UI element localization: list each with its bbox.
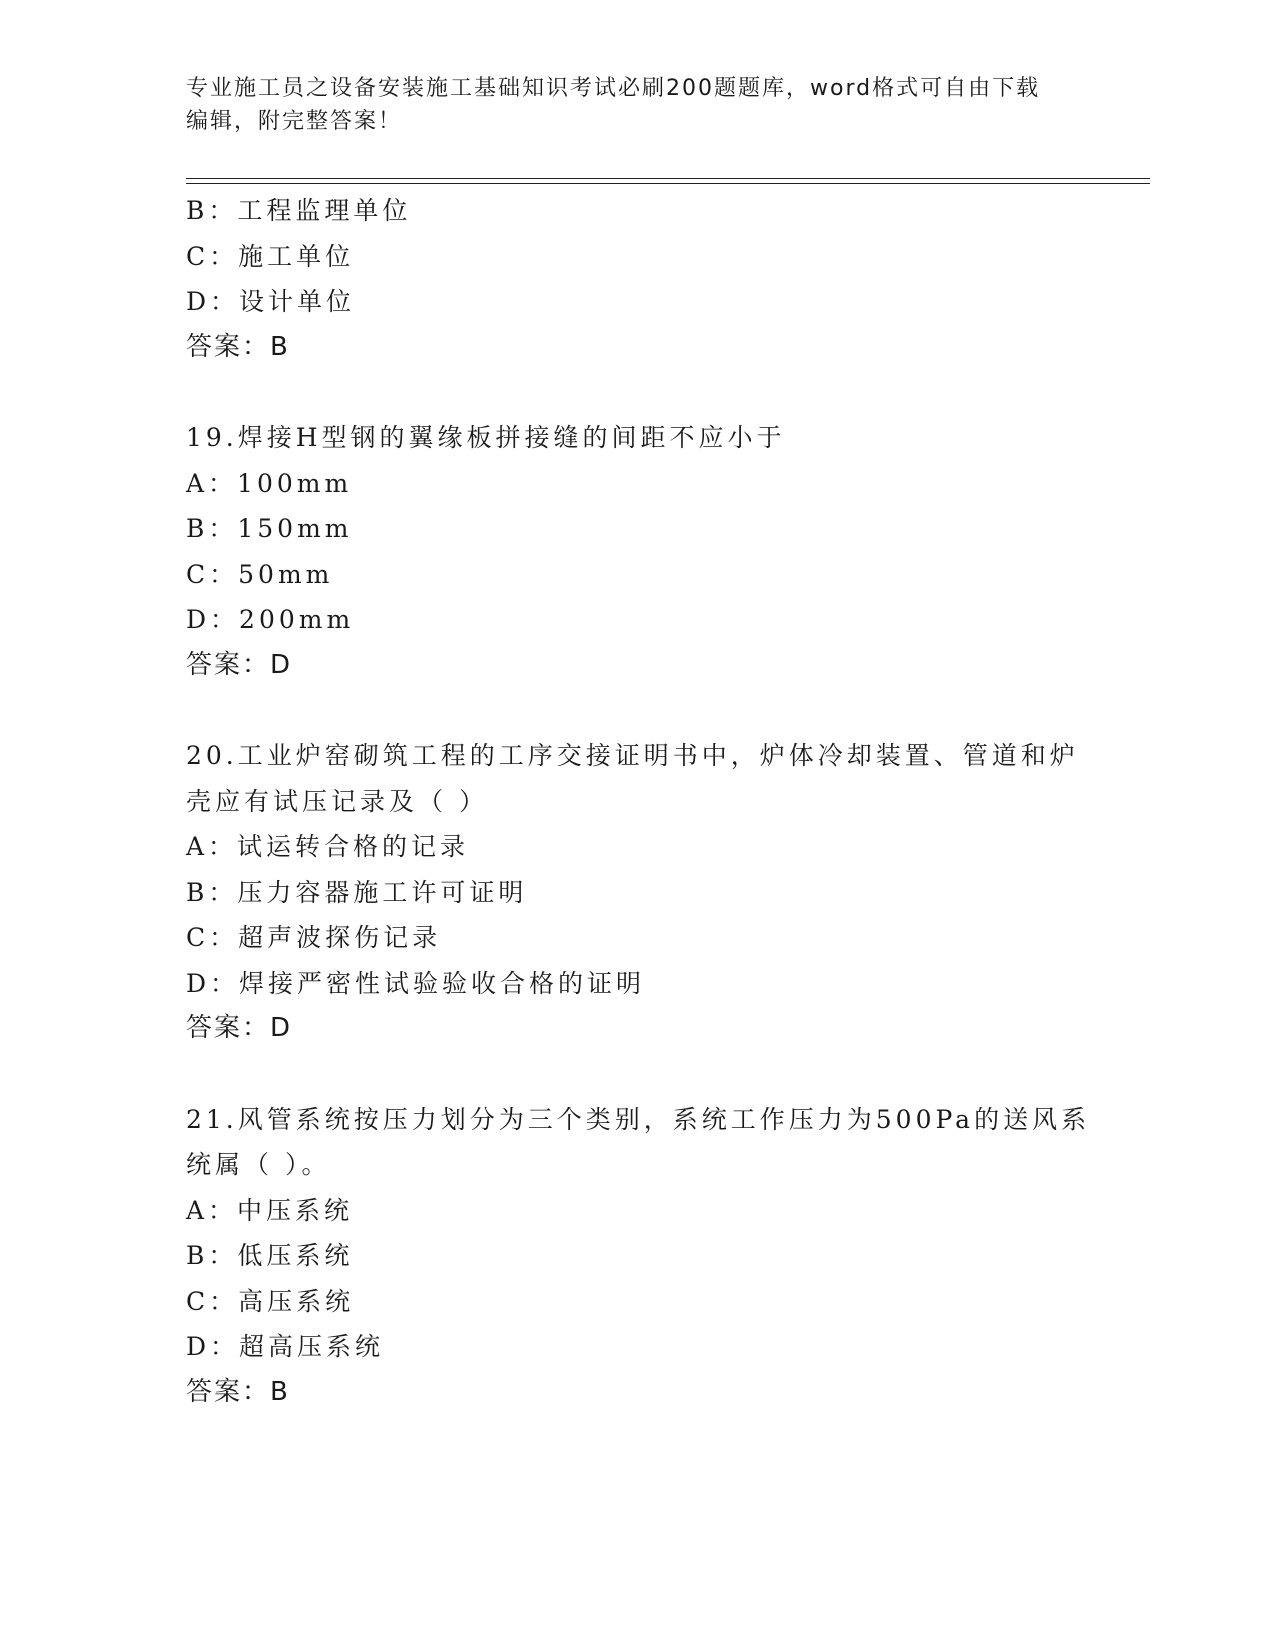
option-line: C：50mm bbox=[186, 559, 334, 589]
option-line: A：100mm bbox=[186, 468, 353, 498]
option-line: B：150mm bbox=[186, 514, 353, 543]
spacer bbox=[186, 370, 1086, 415]
question-20 bbox=[186, 733, 1086, 1052]
header-line-1: 专业施工员之设备安装施工基础知识考试必刷200题题库，word格式可自由下载 bbox=[186, 76, 1041, 101]
question-stem: 19.焊接H型钢的翼缘板拼接缝的间距不应小于 bbox=[186, 423, 786, 452]
document-header bbox=[186, 72, 1066, 138]
option-line: D：超高压系统 bbox=[186, 1332, 385, 1361]
option-line: C：施工单位 bbox=[186, 241, 355, 271]
option-line: B：压力容器施工许可证明 bbox=[186, 877, 528, 907]
question-18-continuation bbox=[186, 188, 1086, 370]
option-line: A：试运转合格的记录 bbox=[186, 832, 470, 861]
question-21 bbox=[186, 1097, 1091, 1416]
question-list bbox=[186, 188, 1091, 1415]
answer-line: 答案：B bbox=[186, 331, 290, 362]
header-divider-bottom bbox=[186, 183, 1150, 184]
header-divider-top bbox=[186, 178, 1150, 179]
option-line: B：低压系统 bbox=[186, 1241, 354, 1270]
option-line: C：高压系统 bbox=[186, 1286, 355, 1316]
answer-line: 答案：B bbox=[186, 1376, 290, 1407]
option-line: D：焊接严密性试验验收合格的证明 bbox=[186, 968, 646, 998]
option-line: A：中压系统 bbox=[186, 1195, 354, 1225]
spacer bbox=[186, 688, 1086, 733]
answer-line: 答案：D bbox=[186, 1013, 293, 1043]
option-line: C：超声波探伤记录 bbox=[186, 923, 442, 952]
option-line: D：200mm bbox=[186, 605, 355, 634]
question-stem: 壳应有试压记录及（ ） bbox=[186, 786, 488, 816]
option-line: B：工程监理单位 bbox=[186, 196, 412, 225]
spacer bbox=[186, 1052, 1086, 1097]
question-stem: 20.工业炉窑砌筑工程的工序交接证明书中，炉体冷却装置、管道和炉 bbox=[186, 741, 1079, 770]
answer-line: 答案：D bbox=[186, 649, 293, 680]
header-line-2: 编辑，附完整答案！ bbox=[186, 109, 403, 134]
question-19 bbox=[186, 415, 1086, 688]
option-line: D：设计单位 bbox=[186, 287, 356, 316]
question-stem: 统属（ ）。 bbox=[186, 1150, 331, 1179]
question-stem: 21.风管系统按压力划分为三个类别，系统工作压力为500Pa的送风系 bbox=[186, 1104, 1091, 1134]
